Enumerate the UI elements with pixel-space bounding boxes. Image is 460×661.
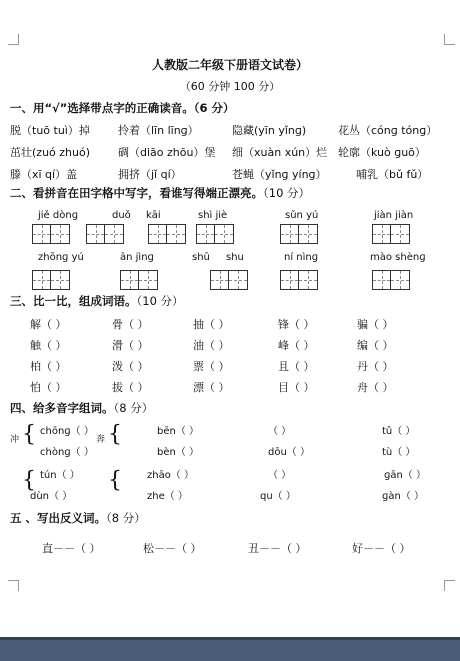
pinyin-label: ní nìnɡ [284, 252, 319, 263]
word-item: 舟（ ） [357, 381, 394, 394]
pinyin-label: zhōnɡ yú [38, 252, 84, 263]
pinyin-label: duǒ [112, 210, 131, 221]
pinyin-item: 脱（tuō tuì）掉 [10, 124, 90, 137]
polyphone-reading: zhāo（ ） [147, 470, 195, 481]
pinyin-label: jiě dònɡ [38, 210, 79, 221]
section-4-points: （8 分） [113, 401, 154, 415]
section-3-heading [10, 293, 184, 309]
section-5-heading [10, 510, 146, 526]
pinyin-label: shu [226, 252, 244, 263]
word-item: 峰（ ） [278, 339, 315, 352]
section-5-points: （8 分） [106, 511, 146, 525]
antonym-item: 松－－（ ） [143, 542, 202, 555]
corner-mark [444, 34, 455, 45]
word-item: 油（ ） [193, 339, 230, 352]
pinyin-item: 哺乳（bǔ fǔ） [356, 168, 429, 181]
taskbar [0, 637, 460, 661]
polyphone-reading: qu（ ） [260, 491, 296, 502]
writing-grid[interactable] [148, 224, 186, 244]
polyphone-reading: bēn（ ） [157, 426, 200, 437]
pinyin-label: sǔn yú [285, 210, 319, 221]
pinyin-label: shū [192, 252, 210, 263]
polyphone-reading: zhe（ ） [147, 491, 188, 502]
pinyin-item: 拥挤（jǐ qí） [118, 168, 182, 181]
word-item: 骨（ ） [112, 318, 149, 331]
word-item: 解（ ） [30, 318, 67, 331]
section-5-heading-text: 五 、写出反义词。 [10, 511, 107, 525]
word-item: 锋（ ） [278, 318, 315, 331]
pinyin-item: 碉（diāo zhōu）堡 [118, 146, 216, 159]
corner-mark [8, 580, 19, 591]
writing-grid[interactable] [196, 224, 234, 244]
writing-grid[interactable] [120, 270, 158, 290]
writing-grid[interactable] [210, 270, 248, 290]
word-item: 柏（ ） [30, 360, 67, 373]
brace: { [22, 422, 36, 447]
polyphone-reading: ɡàn（ ） [382, 491, 424, 502]
word-item: 且（ ） [278, 360, 315, 373]
pinyin-label: shì jiè [198, 210, 228, 221]
polyphone-reading: （ ） [268, 426, 292, 437]
word-item: 编（ ） [357, 339, 394, 352]
writing-grid[interactable] [372, 224, 410, 244]
pinyin-label: jiàn jiàn [374, 210, 414, 221]
antonym-item: 直－－（ ） [42, 542, 101, 555]
section-2-heading [10, 185, 310, 201]
section-4-heading [10, 400, 153, 416]
polyphone-char: 奔 [96, 435, 106, 445]
polyphone-reading: （ ） [268, 470, 292, 481]
pinyin-item: 茁壮(zuó zhuó) [10, 146, 91, 159]
word-item: 触（ ） [30, 339, 67, 352]
polyphone-reading: tún（ ） [40, 470, 80, 481]
pinyin-item: 拎着（līn līnɡ） [118, 124, 199, 137]
pinyin-item: 苍蝇（yǐnɡ yínɡ） [232, 168, 327, 181]
pinyin-label: mào shènɡ [370, 252, 426, 263]
brace: { [22, 468, 36, 493]
word-item: 丹（ ） [357, 360, 394, 373]
section-3-points: （10 分） [136, 294, 184, 308]
polyphone-reading: chònɡ（ ） [40, 447, 94, 458]
pinyin-item: 隐藏(yīn yǐnɡ) [232, 124, 307, 137]
word-item: 抽（ ） [193, 318, 230, 331]
polyphone-reading: tǔ（ ） [382, 426, 416, 437]
section-2-points: （10 分） [263, 186, 311, 200]
brace: { [108, 422, 122, 447]
polyphone-reading: tù（ ） [382, 447, 416, 458]
polyphone-reading: dōu（ ） [268, 447, 310, 458]
word-item: 泼（ ） [112, 360, 149, 373]
polyphone-reading: ɡān（ ） [384, 470, 426, 481]
word-item: 滑（ ） [112, 339, 149, 352]
brace: { [108, 468, 122, 493]
corner-mark [8, 34, 19, 45]
word-item: 骗（ ） [357, 318, 394, 331]
word-item: 拔（ ） [112, 381, 149, 394]
pinyin-label: kāi [146, 210, 161, 221]
antonym-item: 丑－－（ ） [248, 542, 307, 555]
polyphone-reading: chōnɡ（ ） [40, 426, 94, 437]
section-2-heading-text: 二、看拼音在田字格中写字，看谁写得端正漂亮。 [10, 186, 263, 200]
corner-mark [444, 580, 455, 591]
section-4-heading-text: 四、给多音字组词。 [10, 401, 114, 415]
pinyin-item: 滕（xī qí）盖 [10, 168, 78, 181]
writing-grid[interactable] [86, 224, 124, 244]
word-item: 目（ ） [278, 381, 315, 394]
writing-grid[interactable] [280, 270, 318, 290]
word-item: 票（ ） [193, 360, 230, 373]
antonym-item: 好－－（ ） [352, 542, 411, 555]
polyphone-reading: bèn（ ） [157, 447, 200, 458]
writing-grid[interactable] [372, 270, 410, 290]
document-title: 人教版二年级下册语文试卷） [151, 58, 308, 72]
word-item: 漂（ ） [193, 381, 230, 394]
section-1-heading: 一、用“√”选择带点字的正确读音。（6 分） [10, 101, 235, 115]
pinyin-item: 轮廓（kuò ɡuō） [338, 146, 426, 159]
polyphone-char: 冲 [10, 435, 20, 445]
word-item: 怕（ ） [30, 381, 67, 394]
pinyin-item: 花丛（cónɡ tónɡ） [338, 124, 438, 137]
writing-grid[interactable] [32, 270, 70, 290]
pinyin-item: 细（xuàn xún）烂 [232, 146, 328, 159]
writing-grid[interactable] [32, 224, 70, 244]
section-3-heading-text: 三、比一比，组成词语。 [10, 294, 137, 308]
document-subtitle: （60 分钟 100 分） [179, 80, 281, 93]
pinyin-label: ān jìnɡ [120, 252, 154, 263]
polyphone-reading: dùn（ ） [30, 491, 73, 502]
writing-grid[interactable] [280, 224, 318, 244]
